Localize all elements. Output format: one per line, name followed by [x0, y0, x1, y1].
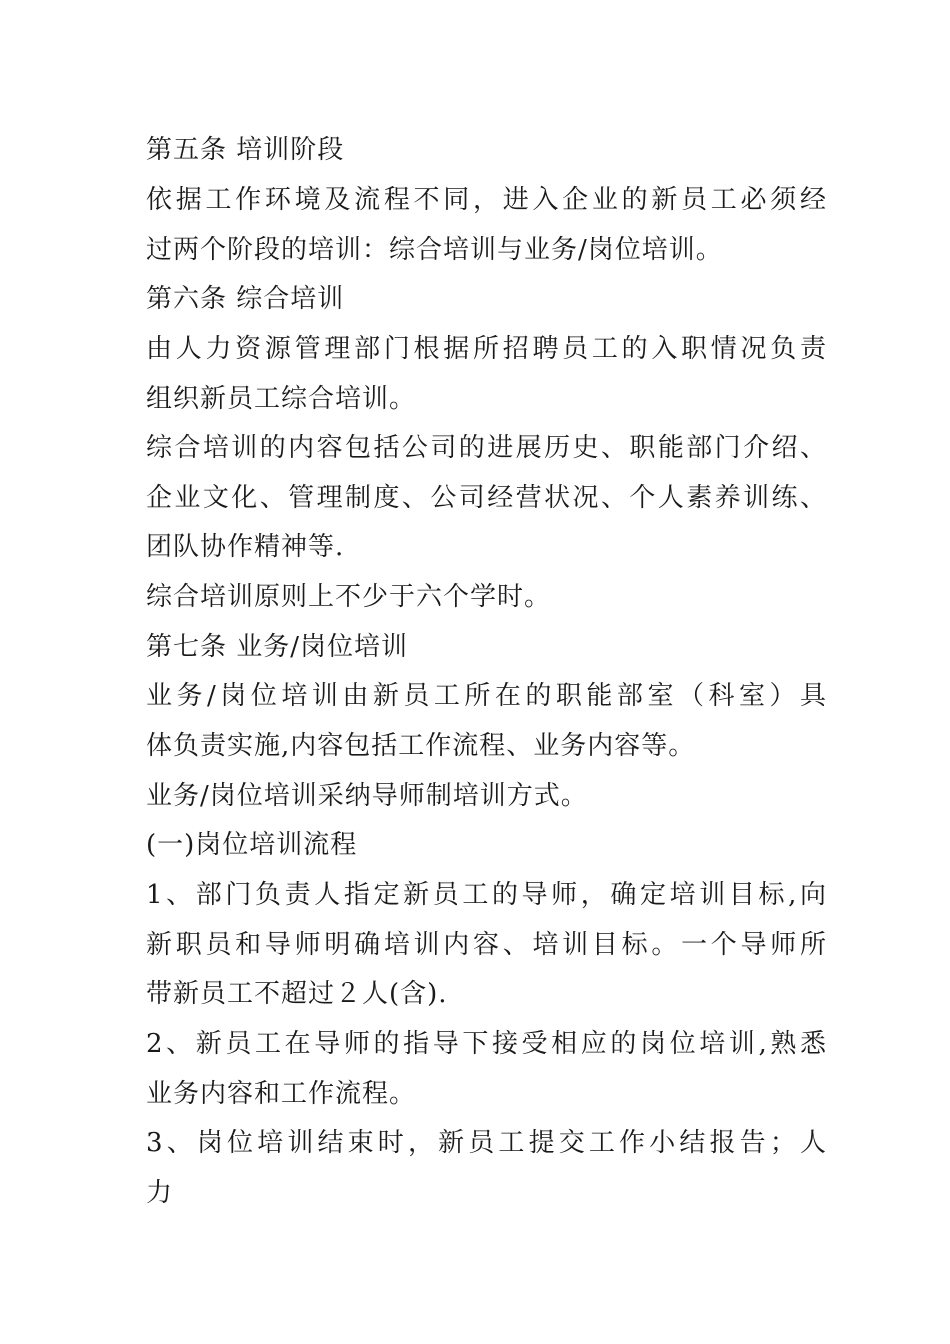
step-2-line-2: 业务内容和工作流程。: [146, 1079, 417, 1109]
article-6-text-line-2: 组织新员工综合培训。: [146, 384, 417, 414]
article-7-text-line-2: 体负责实施,内容包括工作流程、业务内容等。: [146, 731, 696, 761]
mentor-method-text: 业务/岗位培训采纳导师制培训方式。: [146, 781, 588, 811]
article-5-text-line-2: 过两个阶段的培训：综合培训与业务/岗位培训。: [146, 235, 723, 265]
training-hours-text: 综合培训原则上不少于六个学时。: [146, 582, 552, 612]
step-1-line-1: 1、部门负责人指定新员工的导师，确定培训目标,向: [146, 880, 826, 910]
training-content-line-3: 团队协作精神等.: [146, 532, 345, 562]
step-1-line-3: 带新员工不超过２人(含).: [146, 979, 448, 1009]
step-3-line-1: 3、岗位培训结束时，新员工提交工作小结报告；人: [146, 1128, 826, 1158]
training-content-line-1: 综合培训的内容包括公司的进展历史、职能部门介绍、: [146, 433, 826, 463]
step-2-line-1: 2、新员工在导师的指导下接受相应的岗位培训,熟悉: [146, 1029, 826, 1059]
article-5-text-line-1: 依据工作环境及流程不同，进入企业的新员工必须经: [146, 185, 826, 215]
article-7-text-line-1: 业务/岗位培训由新员工所在的职能部室（科室）具: [146, 681, 826, 711]
article-5-heading: 第五条 培训阶段: [146, 135, 345, 165]
section-1-heading: (一)岗位培训流程: [146, 830, 358, 860]
article-6-heading: 第六条 综合培训: [146, 284, 345, 314]
article-7-heading: 第七条 业务/岗位培训: [146, 632, 409, 662]
step-1-line-2: 新职员和导师明确培训内容、培训目标。一个导师所: [146, 930, 826, 960]
training-content-line-2: 企业文化、管理制度、公司经营状况、个人素养训练、: [146, 483, 826, 513]
step-3-line-2: 力: [146, 1178, 174, 1208]
article-6-text-line-1: 由人力资源管理部门根据所招聘员工的入职情况负责: [146, 334, 826, 364]
